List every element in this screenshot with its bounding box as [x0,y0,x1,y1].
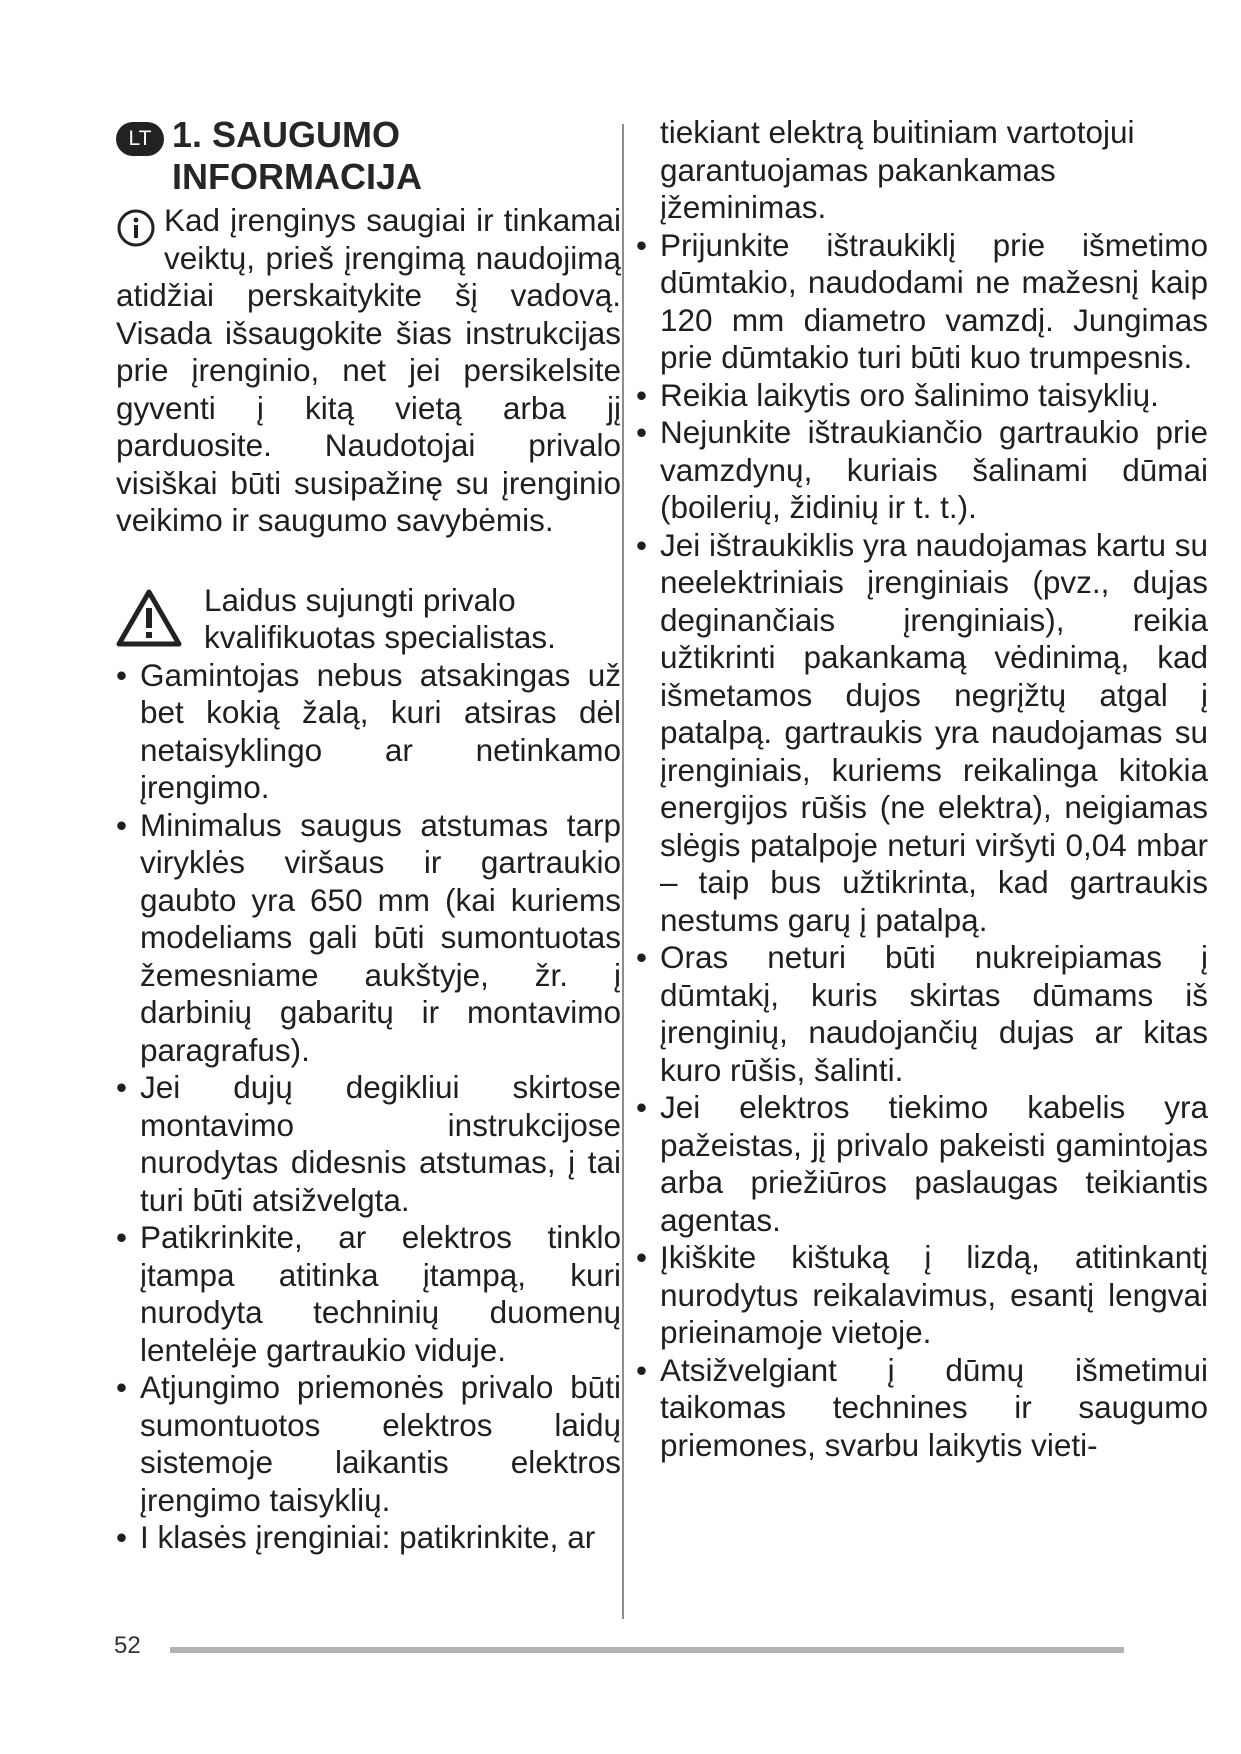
section-header [116,114,621,198]
warning-block [116,582,621,657]
list-item: • I klasės įrenginiai: patikrinkite, ar [116,1519,621,1557]
footer-rule [170,1647,1124,1653]
list-item: • Atsižvelgiant į dūmų išmetimui taikomas technines ir saugumo priemones, svarbu laikytis vieti- [636,1352,1208,1465]
right-bullet-list [636,227,1208,1465]
continued-text: tiekiant elektrą buitiniam vartotojui garantuojamas pakankamas įžeminimas. [660,114,1135,225]
left-column [116,114,621,1557]
intro-text: Kad įrenginys saugiai ir tinkamai veiktų, prieš įrengimą naudojimą atidžiai perskaitykite šį vadovą. Visada išsaugokite šias instrukcijas prie įrenginio, net jei persikelsite gyventi į kitą vietą arba jį parduosite. Naudotojai privalo visiškai būti susipažinę su įrenginio veikimo ir saugumo savybėmis. [116,202,621,538]
list-item: • Prijunkite ištraukiklį prie išmetimo dūmtakio, naudodami ne mažesnį kaip 120 mm diametro vamzdį. Jungimas prie dūmtakio turi būti kuo trumpesnis. [636,227,1208,377]
list-item: • Gamintojas nebus atsakingas už bet kokią žalą, kuri atsiras dėl netaisyklingo ar netinkamo įrengimo. [116,657,621,807]
list-item: • Jei ištraukiklis yra naudojamas kartu su neelektriniais įrenginiais (pvz., dujas deginančiais įrenginiais), reikia užtikrinti pakankamą vėdinimą, kad išmetamos dujos negrįžtų atgal į patalpą. gartraukis yra naudojamas su įrenginiais, kuriems reikalinga kitokia energijos rūšis (ne elektra), neigiamas slėgis patalpoje neturi viršyti 0,04 mbar – taip bus užtikrinta, kad gartraukis nestums garų į patalpą. [636,527,1208,940]
language-badge: LT [116,122,164,156]
warning-text: Laidus sujungti privalo kvalifikuotas specialistas. [204,581,556,655]
list-item: • Įkiškite kištuką į lizdą, atitinkantį nurodytus reikalavimus, esantį lengvai prieinamoje vietoje. [636,1239,1208,1352]
column-divider [622,124,624,1619]
list-item: • Nejunkite ištraukiančio gartraukio prie vamzdynų, kuriais šalinami dūmai (boilerių, židinių ir t. t.). [636,414,1208,527]
right-column [636,114,1208,1464]
warning-triangle-icon [116,588,182,648]
list-item: • Reikia laikytis oro šalinimo taisyklių. [636,377,1208,415]
section-title: 1. SAUGUMO INFORMACIJA [172,114,422,197]
list-item: • Atjungimo priemonės privalo būti sumontuotos elektros laidų sistemoje laikantis elektros įrengimo taisyklių. [116,1369,621,1519]
list-item: • Jei elektros tiekimo kabelis yra pažeistas, jį privalo pakeisti gamintojas arba priežiūros paslaugas teikiantis agentas. [636,1089,1208,1239]
page-number: 52 [114,1632,141,1659]
list-item: • Jei dujų degikliui skirtose montavimo instrukcijose nurodytas didesnis atstumas, į tai turi būti atsižvelgta. [116,1069,621,1219]
info-icon [116,208,156,248]
list-item: • Minimalus saugus atstumas tarp viryklės viršaus ir gartraukio gaubto yra 650 mm (kai kuriems modeliams gali būti sumontuotas žemesniame aukštyje, žr. į darbinių gabaritų ir montavimo paragrafus). [116,807,621,1070]
intro-block [116,202,621,540]
list-item: • Patikrinkite, ar elektros tinklo įtampa atitinka įtampą, kuri nurodyta techninių duomenų lentelėje gartraukio viduje. [116,1219,621,1369]
list-item: • Oras neturi būti nukreipiamas į dūmtakį, kuris skirtas dūmams iš įrenginių, naudojančių dujas ar kitas kuro rūšis, šalinti. [636,939,1208,1089]
left-bullet-list [116,657,621,1557]
